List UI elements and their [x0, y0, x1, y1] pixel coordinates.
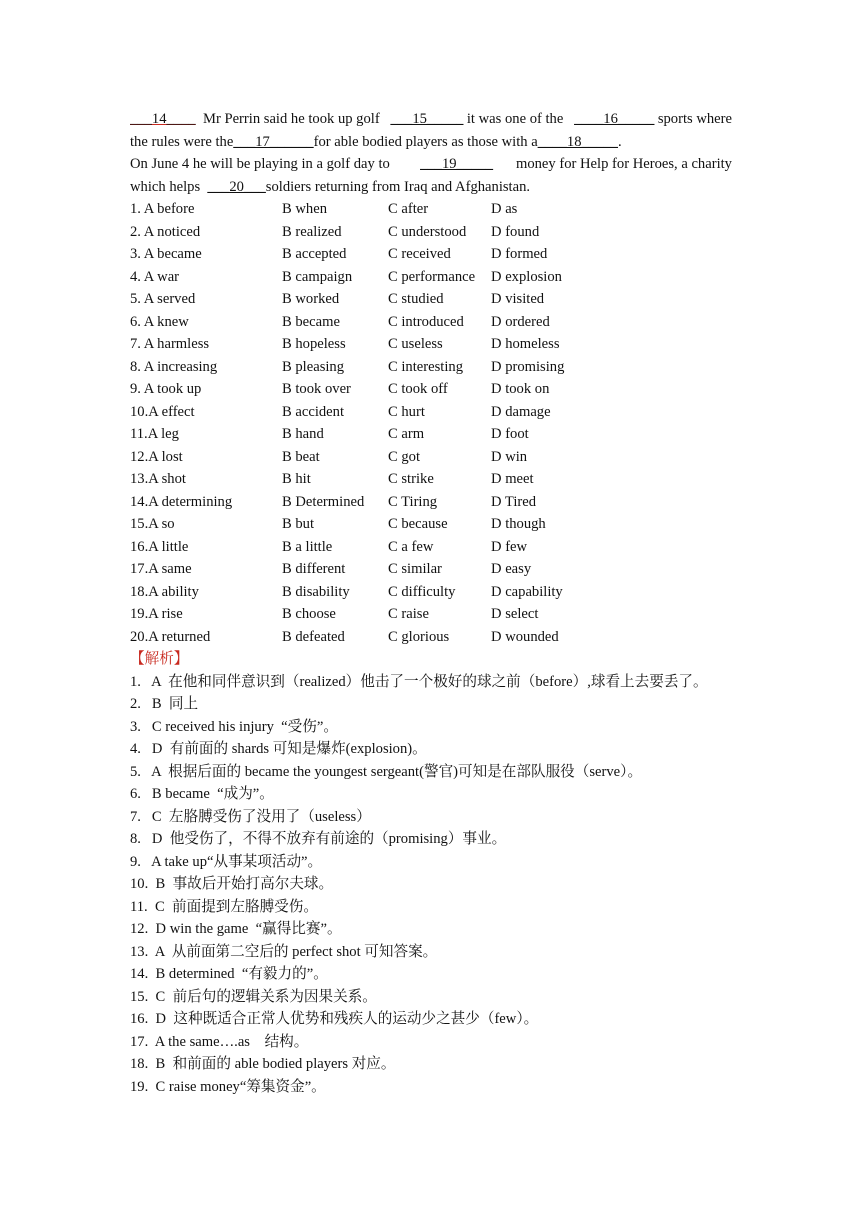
option-row: [130, 311, 732, 334]
option-c: C after: [388, 201, 429, 217]
option-b: B a little: [282, 538, 333, 555]
option-b: B Determined: [282, 493, 365, 510]
option-d: D took on: [491, 381, 550, 397]
option-b: B pleasing: [282, 358, 345, 375]
option-b: B hopeless: [282, 336, 346, 352]
passage-text: .: [617, 133, 622, 150]
explanation-item: 2. B 同上: [130, 696, 199, 712]
explanation-item: 17. A the same….as 结构。: [130, 1033, 309, 1050]
option-b: B worked: [282, 291, 340, 307]
option-a: 20.A returned: [130, 628, 211, 645]
option-d: D foot: [491, 426, 529, 442]
option-b: B when: [282, 201, 327, 217]
passage-text: Mr Perrin said he took up golf: [195, 111, 387, 127]
option-a: 13.A shot: [130, 471, 186, 487]
option-a: 10.A effect: [130, 403, 195, 420]
option-d: D found: [491, 223, 540, 240]
option-c: C introduced: [388, 313, 464, 330]
option-b: B realized: [282, 223, 342, 240]
option-b: B hit: [282, 471, 311, 487]
explanation-item: 10. B 事故后开始打高尔夫球。: [130, 876, 334, 892]
option-row: [130, 536, 732, 559]
option-a: 1. A before: [130, 201, 195, 217]
option-row: [130, 333, 732, 356]
option-d: D Tired: [491, 493, 537, 510]
option-a: 2. A noticed: [130, 223, 201, 240]
explanation-item: 1. A 在他和同伴意识到（realized）他击了一个极好的球之前（before）,球看上去要丢了。: [130, 673, 708, 690]
option-b: B campaign: [282, 268, 353, 285]
explanation-item: 4. D 有前面的 shards 可知是爆炸(explosion)。: [130, 741, 427, 757]
explanation-item: 8. D 他受伤了，不得不放弃有前途的（promising）事业。: [130, 831, 507, 847]
explanation-item: 7. C 左胳膊受伤了没用了（useless）: [130, 808, 371, 825]
options-list: [130, 198, 732, 648]
option-row: [130, 243, 732, 266]
option-b: B beat: [282, 448, 320, 465]
option-d: D capability: [491, 583, 563, 600]
option-a: 3. A became: [130, 246, 202, 262]
option-d: D meet: [491, 471, 534, 487]
option-row: [130, 603, 732, 626]
option-d: D ordered: [491, 313, 550, 330]
option-row: [130, 468, 732, 491]
option-row: [130, 401, 732, 424]
option-d: D promising: [491, 358, 565, 375]
passage-text: sports where: [657, 111, 732, 127]
option-row: [130, 198, 732, 221]
option-d: D wounded: [491, 628, 559, 645]
option-c: C a few: [388, 538, 434, 555]
option-d: D damage: [491, 403, 551, 420]
explanation-item: 19. C raise money“筹集资金”。: [130, 1078, 326, 1095]
option-a: 8. A increasing: [130, 358, 218, 375]
explanation-item: 9. A take up“从事某项活动”。: [130, 853, 323, 870]
explanation-item: 15. C 前后句的逻辑关系为因果关系。: [130, 988, 377, 1005]
option-row: [130, 626, 732, 649]
passage-line-4: [130, 176, 732, 199]
option-c: C Tiring: [388, 493, 438, 510]
passage-text: the rules were the: [130, 133, 234, 150]
option-a: 11.A leg: [130, 426, 179, 442]
option-d: D easy: [491, 561, 532, 577]
option-b: B different: [282, 561, 346, 577]
blank-14: ___14____: [130, 111, 196, 127]
blank-16: ____16_____: [574, 111, 655, 127]
passage-text: soldiers returning from Iraq and Afghanistan.: [265, 178, 531, 195]
explanations-list: [130, 671, 732, 1099]
option-c: C strike: [388, 471, 434, 487]
explanation-item: 16. D 这种既适合正常人优势和残疾人的运动少之甚少（few）。: [130, 1011, 539, 1027]
option-row: [130, 558, 732, 581]
option-c: C understood: [388, 223, 467, 240]
analysis-header: 【解析】: [130, 651, 189, 667]
option-c: C glorious: [388, 628, 450, 645]
option-d: D select: [491, 606, 539, 622]
passage-line-3: [130, 153, 732, 176]
option-c: C hurt: [388, 403, 425, 420]
option-row: [130, 423, 732, 446]
option-c: C performance: [388, 268, 476, 285]
explanation-item: 3. C received his injury “受伤”。: [130, 718, 338, 735]
option-row: [130, 491, 732, 514]
option-row: [130, 356, 732, 379]
option-a: 12.A lost: [130, 448, 183, 465]
option-b: B choose: [282, 606, 336, 622]
option-b: B accident: [282, 403, 344, 420]
option-row: [130, 266, 732, 289]
option-b: B but: [282, 516, 315, 532]
option-row: [130, 288, 732, 311]
option-c: C took off: [388, 381, 448, 397]
option-d: D homeless: [491, 336, 560, 352]
option-b: B accepted: [282, 246, 347, 262]
option-a: 16.A little: [130, 538, 189, 555]
explanation-item: 18. B 和前面的 able bodied players 对应。: [130, 1056, 396, 1072]
option-d: D though: [491, 516, 546, 532]
option-a: 6. A knew: [130, 313, 189, 330]
option-c: C useless: [388, 336, 443, 352]
option-b: B became: [282, 313, 340, 330]
option-d: D formed: [491, 246, 548, 262]
explanation-item: 5. A 根据后面的 became the youngest sergeant(警官)可知是在部队服役（serve）。: [130, 763, 643, 780]
option-a: 14.A determining: [130, 493, 233, 510]
explanation-item: 6. B became “成为”。: [130, 786, 274, 802]
option-d: D visited: [491, 291, 545, 307]
explanation-item: 12. D win the game “赢得比赛”。: [130, 921, 342, 937]
option-a: 9. A took up: [130, 381, 202, 397]
passage-line-2: [130, 131, 732, 154]
blank-19: ___19_____: [420, 156, 494, 172]
option-c: C difficulty: [388, 583, 456, 600]
option-c: C arm: [388, 426, 425, 442]
option-a: 19.A rise: [130, 606, 183, 622]
option-d: D as: [491, 201, 518, 217]
explanation-item: 13. A 从前面第二空后的 perfect shot 可知答案。: [130, 943, 438, 960]
option-c: C received: [388, 246, 451, 262]
option-d: D explosion: [491, 268, 562, 285]
passage-line-1: [130, 108, 732, 131]
blank-18: ____18_____: [537, 133, 618, 150]
option-row: [130, 378, 732, 401]
passage-text: money for Help for Heroes, a charity: [515, 156, 732, 172]
option-a: 4. A war: [130, 268, 180, 285]
passage-text: it was one of the: [466, 111, 571, 127]
blank-17: ___17______: [233, 133, 314, 150]
option-a: 15.A so: [130, 516, 175, 532]
option-row: [130, 513, 732, 536]
option-b: B defeated: [282, 628, 345, 645]
option-c: C interesting: [388, 358, 463, 375]
option-row: [130, 446, 732, 469]
option-c: C because: [388, 516, 448, 532]
option-a: 18.A ability: [130, 583, 199, 600]
option-d: D few: [491, 538, 528, 555]
option-d: D win: [491, 448, 528, 465]
option-row: [130, 581, 732, 604]
explanation-item: 14. B determined “有毅力的”。: [130, 966, 328, 982]
option-a: 7. A harmless: [130, 336, 210, 352]
option-c: C got: [388, 448, 421, 465]
option-a: 5. A served: [130, 291, 196, 307]
passage-text: which helps: [130, 178, 208, 195]
option-b: B took over: [282, 381, 351, 397]
option-c: C studied: [388, 291, 444, 307]
blank-20: ___20___: [207, 178, 266, 195]
option-c: C raise: [388, 606, 429, 622]
option-c: C similar: [388, 561, 442, 577]
document-content: [130, 108, 732, 1098]
explanation-item: 11. C 前面提到左胳膊受伤。: [130, 898, 318, 915]
option-b: B hand: [282, 426, 324, 442]
option-b: B disability: [282, 583, 350, 600]
option-a: 17.A same: [130, 561, 192, 577]
option-row: [130, 221, 732, 244]
passage-text: On June 4 he will be playing in a golf day to: [130, 156, 398, 172]
blank-15: ___15_____: [390, 111, 464, 127]
passage-text: for able bodied players as those with a: [313, 133, 538, 150]
